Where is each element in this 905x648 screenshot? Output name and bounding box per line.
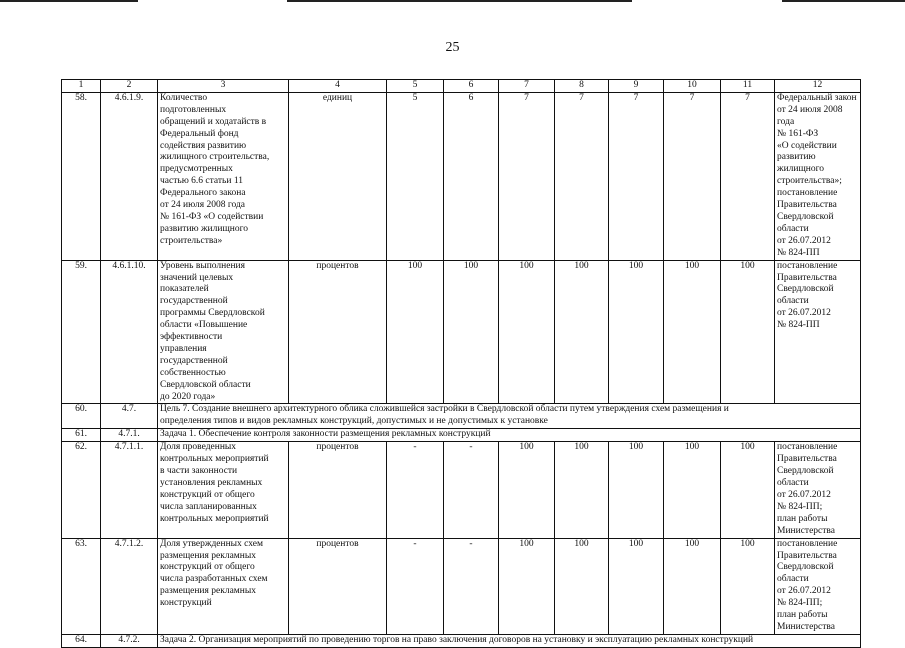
- table-row: [62, 429, 861, 442]
- value-cell: 100: [664, 442, 721, 538]
- source-doc-line: Правительства: [777, 200, 837, 211]
- value-cell: 100: [664, 538, 721, 634]
- value-cell: -: [444, 442, 499, 538]
- section-text: [158, 429, 861, 442]
- value-cell: 100: [609, 442, 664, 538]
- row-code: 4.7.: [101, 404, 158, 429]
- source-doc-line: от 26.07.2012: [777, 235, 831, 246]
- unit: процентов: [289, 260, 387, 404]
- source-doc-line: «О содействии: [777, 140, 837, 151]
- indicator-name-line: государственной: [160, 355, 228, 366]
- value-cell: 100: [555, 538, 609, 634]
- indicator-name-line: строительства»: [160, 235, 223, 246]
- section-text-line: Задача 1. Обеспечение контроля законности размещения рекламных конструкций: [160, 429, 491, 440]
- source-doc-line: план работы: [777, 513, 828, 524]
- indicator-name-line: контрольных мероприятий: [160, 513, 269, 524]
- indicator-name-line: собственностью: [160, 367, 226, 378]
- table-row: [62, 442, 861, 538]
- source-doc-line: Министерства: [777, 525, 835, 536]
- source-doc-line: от 26.07.2012: [777, 308, 831, 319]
- source-doc-line: Правительства: [777, 272, 837, 283]
- indicator-name-line: Уровень выполнения: [160, 260, 245, 271]
- indicator-name-line: конструкций от общего: [160, 562, 255, 573]
- indicator-name-line: числа разработанных схем: [160, 574, 268, 585]
- row-number: 62.: [62, 442, 101, 538]
- value-cell: 100: [387, 260, 444, 404]
- value-cell: 100: [609, 538, 664, 634]
- indicator-name-line: обращений и ходатайств в: [160, 116, 267, 127]
- header-cell: 2: [101, 80, 158, 93]
- value-cell: 100: [499, 442, 555, 538]
- row-number: 60.: [62, 404, 101, 429]
- indicator-name-line: подготовленных: [160, 104, 227, 115]
- indicator-name-line: Свердловской области: [160, 379, 251, 390]
- indicator-name-line: частью 6.6 статьи 11: [160, 176, 243, 187]
- value-cell: 7: [664, 92, 721, 260]
- row-number: 58.: [62, 92, 101, 260]
- source-doc-line: Свердловской области: [777, 562, 834, 585]
- source-doc-line: строительства»;: [777, 176, 842, 187]
- indicator-name-line: Доля проведенных: [160, 442, 237, 453]
- indicator-name-line: конструкций: [160, 598, 212, 609]
- section-text: [158, 634, 861, 647]
- value-cell: 100: [499, 260, 555, 404]
- header-cell: 11: [721, 80, 775, 93]
- indicator-name-line: значений целевых: [160, 272, 234, 283]
- unit: единиц: [289, 92, 387, 260]
- header-cell: 5: [387, 80, 444, 93]
- source-doc-line: Федеральный закон: [777, 92, 857, 103]
- header-cell: 8: [555, 80, 609, 93]
- table-row: [62, 92, 861, 260]
- row-number: 63.: [62, 538, 101, 634]
- indicator-name-line: предусмотренных: [160, 164, 233, 175]
- indicator-name: [158, 260, 289, 404]
- indicator-name-line: в части законности: [160, 466, 238, 477]
- value-cell: 5: [387, 92, 444, 260]
- row-code: 4.7.1.1.: [101, 442, 158, 538]
- indicator-name-line: № 161-ФЗ «О содействии: [160, 211, 264, 222]
- value-cell: -: [387, 442, 444, 538]
- top-rule-left: [0, 0, 138, 2]
- source-doc-line: Правительства: [777, 454, 837, 465]
- header-cell: 10: [664, 80, 721, 93]
- source-doc-line: от 26.07.2012: [777, 490, 831, 500]
- source-doc-line: № 824-ПП: [777, 320, 820, 331]
- value-cell: 100: [555, 442, 609, 538]
- indicator-name-line: управления: [160, 343, 207, 354]
- indicator-name-line: до 2020 года»: [160, 391, 216, 402]
- value-cell: 6: [444, 92, 499, 260]
- indicator-name-line: Доля утвержденных схем: [160, 538, 264, 549]
- source-doc-line: Свердловской области: [777, 211, 834, 234]
- source-doc: [775, 538, 861, 634]
- source-doc-line: Свердловской области: [777, 466, 834, 489]
- indicator-name-line: числа запланированных: [160, 501, 257, 512]
- source-doc: [775, 442, 861, 538]
- top-rule-center: [287, 0, 632, 2]
- header-cell: 9: [609, 80, 664, 93]
- source-doc: [775, 260, 861, 404]
- section-text-line: Задача 2. Организация мероприятий по проведению торгов на право заключения договоров на установку и эксплуатацию рекламных конструкций: [160, 634, 754, 645]
- value-cell: 100: [555, 260, 609, 404]
- indicator-name-line: развитию жилищного: [160, 223, 249, 234]
- indicators-table: [61, 79, 861, 648]
- source-doc-line: постановление: [777, 538, 838, 549]
- header-row: [62, 80, 861, 93]
- header-cell: 3: [158, 80, 289, 93]
- source-doc-line: Правительства: [777, 550, 837, 561]
- section-text-line: определения типов и видов рекламных конструкций, допустимых и не допустимых к установке: [160, 416, 548, 427]
- indicator-name-line: государственной: [160, 296, 228, 307]
- row-code: 4.6.1.10.: [101, 260, 158, 404]
- indicator-name: [158, 92, 289, 260]
- value-cell: 100: [609, 260, 664, 404]
- value-cell: 100: [444, 260, 499, 404]
- indicator-name-line: области «Повышение: [160, 320, 248, 331]
- indicator-name-line: от 24 июля 2008 года: [160, 200, 246, 211]
- value-cell: 7: [499, 92, 555, 260]
- table-row: [62, 404, 861, 429]
- indicator-name-line: жилищного строительства,: [160, 152, 270, 163]
- row-code: 4.7.2.: [101, 634, 158, 647]
- source-doc-line: Свердловской области: [777, 284, 834, 307]
- table-row: [62, 634, 861, 647]
- value-cell: 100: [721, 442, 775, 538]
- indicator-name-line: Федерального закона: [160, 188, 246, 199]
- indicator-name-line: Федеральный фонд: [160, 128, 239, 139]
- source-doc-line: № 824-ПП;: [777, 501, 823, 512]
- row-number: 61.: [62, 429, 101, 442]
- indicator-name: [158, 538, 289, 634]
- source-doc-line: № 161-ФЗ: [777, 128, 819, 139]
- row-number: 64.: [62, 634, 101, 647]
- source-doc: [775, 92, 861, 260]
- indicator-name: [158, 442, 289, 538]
- indicator-name-line: программы Свердловской: [160, 308, 265, 319]
- indicator-name-line: контрольных мероприятий: [160, 454, 269, 465]
- indicator-name-line: Количество: [160, 92, 208, 103]
- value-cell: 100: [664, 260, 721, 404]
- value-cell: 100: [721, 260, 775, 404]
- table-body: [62, 80, 861, 648]
- source-doc-line: № 824-ПП: [777, 247, 820, 258]
- section-text-line: Цель 7. Создание внешнего архитектурного облика сложившейся застройки в Свердловской области путем утверждения схем размещения и: [160, 404, 729, 415]
- source-doc-line: Министерства: [777, 621, 835, 632]
- header-cell: 4: [289, 80, 387, 93]
- indicator-name-line: эффективности: [160, 332, 223, 343]
- value-cell: 7: [721, 92, 775, 260]
- unit: процентов: [289, 538, 387, 634]
- value-cell: 7: [555, 92, 609, 260]
- value-cell: 7: [609, 92, 664, 260]
- indicator-name-line: размещения рекламных: [160, 586, 257, 597]
- indicator-name-line: размещения рекламных: [160, 550, 257, 561]
- unit: процентов: [289, 442, 387, 538]
- source-doc-line: постановление: [777, 188, 838, 199]
- value-cell: 100: [499, 538, 555, 634]
- indicator-name-line: показателей: [160, 284, 209, 295]
- source-doc-line: от 26.07.2012: [777, 586, 831, 597]
- header-cell: 7: [499, 80, 555, 93]
- value-cell: -: [444, 538, 499, 634]
- row-code: 4.6.1.9.: [101, 92, 158, 260]
- indicator-name-line: конструкций от общего: [160, 490, 255, 500]
- indicator-name-line: содействия развитию: [160, 140, 247, 151]
- table-row: [62, 538, 861, 634]
- source-doc-line: от 24 июля 2008 года: [777, 104, 843, 127]
- source-doc-line: № 824-ПП;: [777, 598, 823, 609]
- source-doc-line: постановление: [777, 442, 838, 453]
- row-number: 59.: [62, 260, 101, 404]
- top-rule-right: [782, 0, 905, 2]
- value-cell: 100: [721, 538, 775, 634]
- header-cell: 6: [444, 80, 499, 93]
- table-row: [62, 260, 861, 404]
- source-doc-line: план работы: [777, 610, 828, 621]
- indicator-name-line: установления рекламных: [160, 478, 263, 489]
- header-cell: 1: [62, 80, 101, 93]
- section-text: [158, 404, 861, 429]
- source-doc-line: развитию жилищного: [777, 152, 825, 175]
- row-code: 4.7.1.2.: [101, 538, 158, 634]
- row-code: 4.7.1.: [101, 429, 158, 442]
- source-doc-line: постановление: [777, 260, 838, 271]
- page-number: 25: [445, 40, 460, 55]
- value-cell: -: [387, 538, 444, 634]
- header-cell: 12: [775, 80, 861, 93]
